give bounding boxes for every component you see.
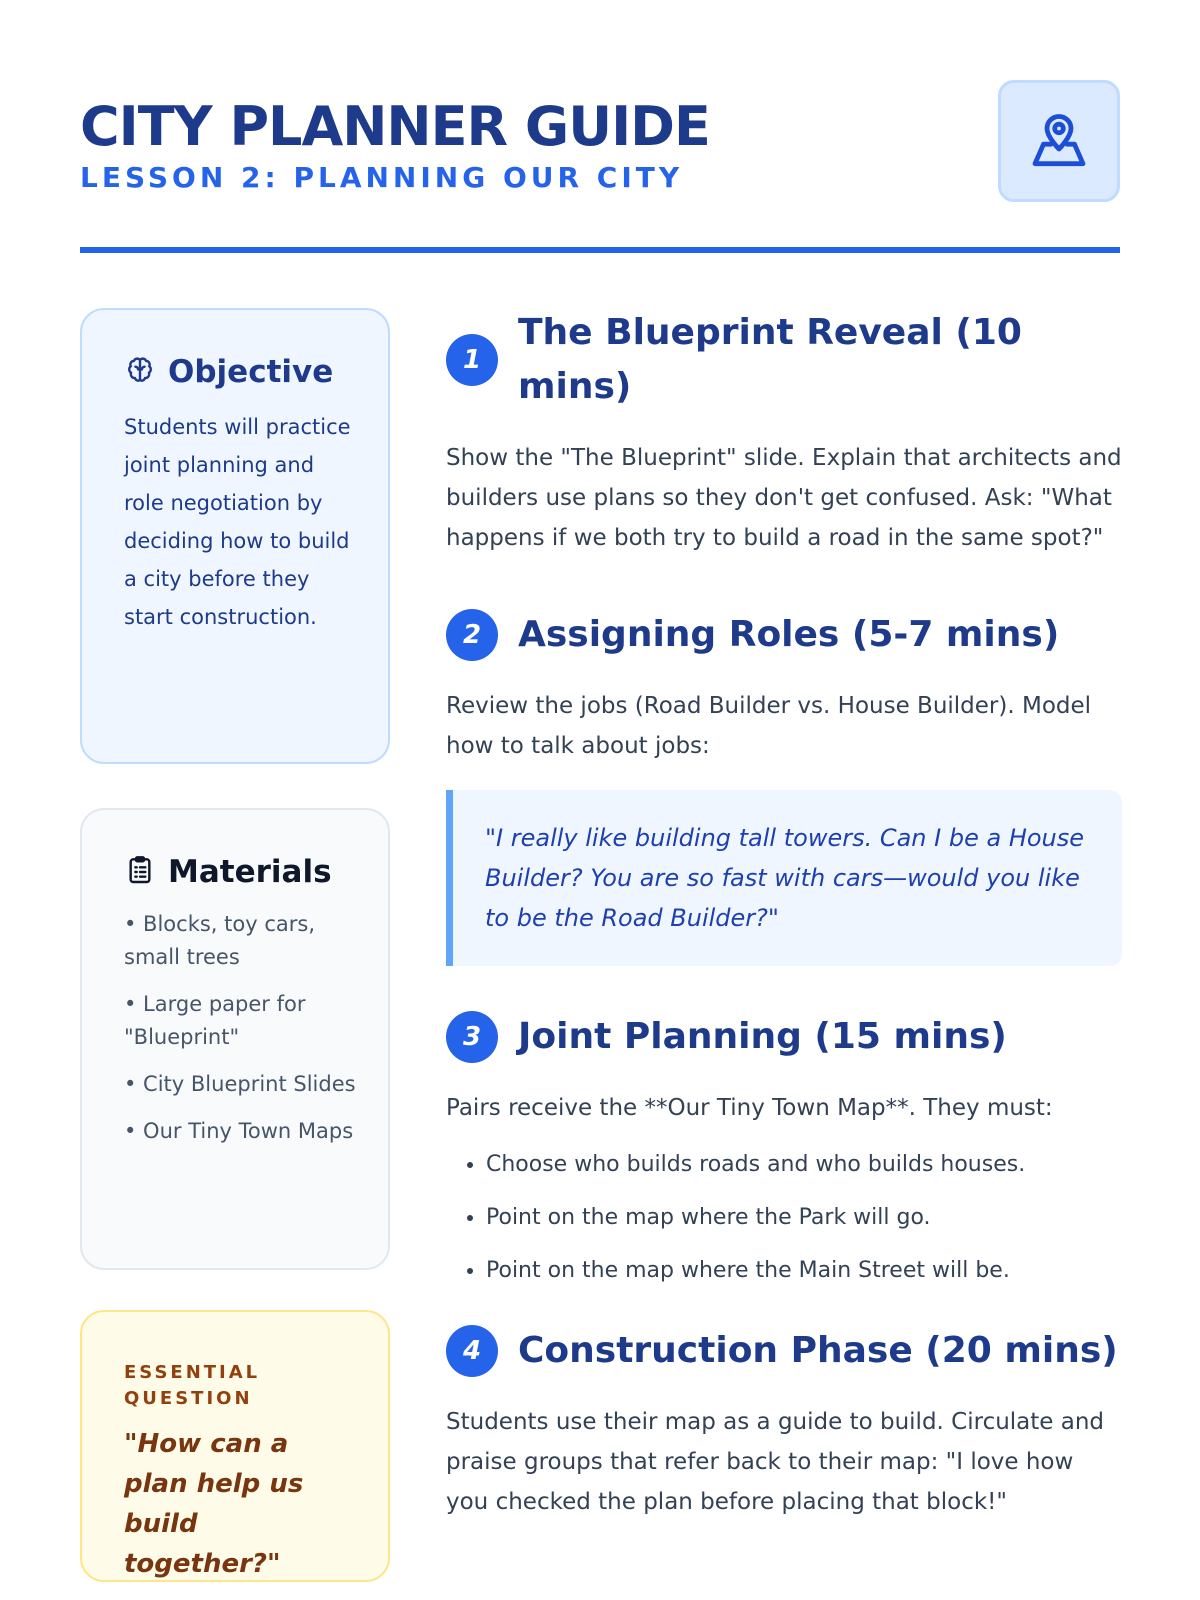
essential-question-card (80, 1310, 390, 1582)
objective-card (80, 308, 390, 764)
step-section (446, 608, 1122, 966)
step-header (446, 1010, 1122, 1064)
step-title: Assigning Roles (5-7 mins) (518, 614, 1060, 655)
list-item: • Point on the map where the Park will go. (486, 1201, 1122, 1235)
step-number-badge: 1 (446, 334, 498, 386)
step-text: Students use their map as a guide to build. Circulate and praise groups that refer back to their map: "I love how you checked the plan before placing that block!" (446, 1409, 1105, 1515)
step-text: Review the jobs (Road Builder vs. House Builder). Model how to talk about jobs: (446, 693, 1092, 759)
step-header (446, 306, 1122, 414)
step-text: Pairs receive the **Our Tiny Town Map**. They must: (446, 1095, 1053, 1121)
lesson-subtitle: LESSON 2: PLANNING OUR CITY (80, 161, 684, 194)
map-pin-icon (998, 80, 1120, 202)
step-number-badge: 4 (446, 1325, 498, 1377)
list-item: • Blocks, toy cars, small trees (124, 912, 315, 969)
list-item: • City Blueprint Slides (124, 1072, 356, 1096)
objective-heading: Objective (168, 353, 334, 390)
objective-text: Students will practice joint planning and role negotiation by deciding how to build a city before they start construction. (124, 415, 351, 629)
brain-icon (124, 354, 156, 390)
materials-list (124, 908, 358, 1148)
step-number-badge: 3 (446, 1011, 498, 1063)
step-title: The Blueprint Reveal (10 mins) (518, 312, 1022, 407)
step-title: Construction Phase (20 mins) (518, 1330, 1118, 1371)
example-quote: "I really like building tall towers. Can I be a House Builder? You are so fast with cars—would you like to be the Road Builder?" (446, 790, 1122, 966)
page-header (80, 80, 1120, 212)
step-number-badge: 2 (446, 609, 498, 661)
materials-heading: Materials (168, 853, 332, 890)
materials-card (80, 808, 390, 1270)
materials-header (124, 854, 358, 890)
step-text: Show the "The Blueprint" slide. Explain that architects and builders use plans so they don't get confused. Ask: "What happens if we both try to build a road in the same spot?" (446, 445, 1122, 551)
essential-question-label: ESSENTIAL QUESTION (124, 1362, 261, 1409)
essential-question-text: "How can a plan help us build together?" (124, 1429, 304, 1579)
list-item: • Point on the map where the Main Street will be. (486, 1254, 1122, 1288)
step-header (446, 1324, 1122, 1378)
step-header (446, 608, 1122, 662)
step-title: Joint Planning (15 mins) (518, 1016, 1007, 1057)
page-title: CITY PLANNER GUIDE (80, 95, 710, 158)
header-divider (80, 247, 1120, 253)
list-item: • Our Tiny Town Maps (124, 1119, 354, 1143)
list-item: • Large paper for "Blueprint" (124, 992, 306, 1049)
step-section (446, 1010, 1122, 1288)
objective-header (124, 354, 358, 390)
step-section (446, 1324, 1122, 1522)
lesson-steps (446, 306, 1122, 1522)
list-item: • Choose who builds roads and who builds houses. (486, 1148, 1122, 1182)
clipboard-icon (124, 854, 156, 890)
planning-steps-list (446, 1148, 1122, 1288)
step-section (446, 306, 1122, 558)
